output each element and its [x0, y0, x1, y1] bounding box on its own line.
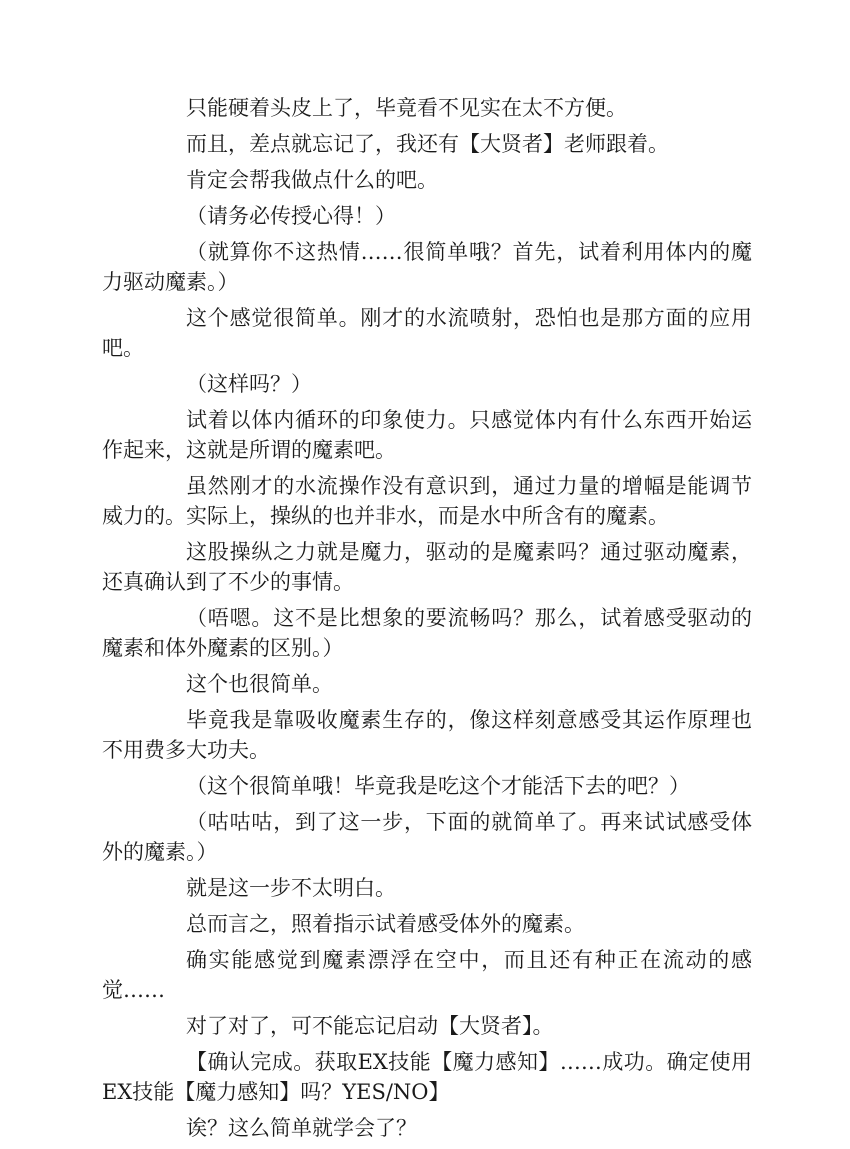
- paragraph-15: （咕咕咕，到了这一步，下面的就简单了。再来试试感受体外的魔素。）: [102, 810, 752, 864]
- paragraph-19: 对了对了，可不能忘记启动【大贤者】。: [186, 1014, 554, 1038]
- paragraph-6: 这个感觉很简单。刚才的水流喷射，恐怕也是那方面的应用吧。: [102, 306, 752, 360]
- body-text: [102, 93, 752, 1149]
- paragraph-11: （唔嗯。这不是比想象的要流畅吗？那么，试着感受驱动的魔素和体外魔素的区别。）: [102, 606, 752, 660]
- paragraph-7: （这样吗？）: [186, 372, 312, 396]
- paragraph-16: 就是这一步不太明白。: [186, 876, 396, 900]
- paragraph-20: 【确认完成。获取EX技能【魔力感知】……成功。确定使用EX技能【魔力感知】吗？YES/NO】: [102, 1050, 752, 1104]
- paragraph-17: 总而言之，照着指示试着感受体外的魔素。: [186, 912, 585, 936]
- paragraph-1: 只能硬着头皮上了，毕竟看不见实在太不方便。: [186, 96, 627, 120]
- paragraph-18: 确实能感觉到魔素漂浮在空中，而且还有种正在流动的感觉……: [102, 948, 752, 1002]
- paragraph-2: 而且，差点就忘记了，我还有【大贤者】老师跟着。: [186, 132, 669, 156]
- paragraph-12: 这个也很简单。: [186, 672, 333, 696]
- paragraph-5: （就算你不这热情……很简单哦？首先，试着利用体内的魔力驱动魔素。）: [102, 240, 752, 294]
- paragraph-21: 诶？这么简单就学会了？: [186, 1116, 417, 1140]
- paragraph-8: 试着以体内循环的印象使力。只感觉体内有什么东西开始运作起来，这就是所谓的魔素吧。: [102, 408, 752, 462]
- paragraph-13: 毕竟我是靠吸收魔素生存的，像这样刻意感受其运作原理也不用费多大功夫。: [102, 708, 752, 762]
- paragraph-10: 这股操纵之力就是魔力，驱动的是魔素吗？通过驱动魔素，还真确认到了不少的事情。: [102, 540, 752, 594]
- paragraph-4: （请务必传授心得！）: [186, 204, 396, 228]
- paragraph-9: 虽然刚才的水流操作没有意识到，通过力量的增幅是能调节威力的。实际上，操纵的也并非水，而是水中所含有的魔素。: [102, 474, 752, 528]
- paragraph-3: 肯定会帮我做点什么的吧。: [186, 168, 438, 192]
- paragraph-14: （这个很简单哦！毕竟我是吃这个才能活下去的吧？）: [186, 774, 690, 798]
